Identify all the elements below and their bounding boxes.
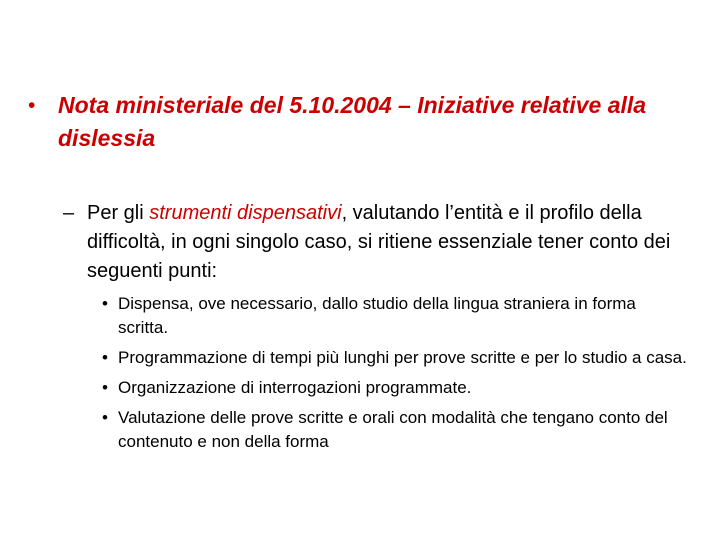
heading-bullet-item — [28, 89, 688, 155]
sub-item — [63, 199, 683, 286]
points-list — [98, 292, 688, 460]
list-item — [98, 292, 688, 340]
sub-item-text — [87, 199, 683, 286]
bullet-icon: • — [28, 94, 36, 117]
sub-item-emphasis: strumenti dispensativi — [149, 202, 342, 224]
bullet-icon: • — [102, 348, 108, 367]
list-item — [98, 406, 688, 454]
list-item-text: Programmazione di tempi più lunghi per prove scritte e per lo studio a casa. — [118, 348, 687, 367]
bullet-icon: • — [102, 408, 108, 427]
dash-icon: – — [63, 202, 75, 224]
bullet-icon: • — [102, 294, 108, 313]
list-item-text: Valutazione delle prove scritte e orali con modalità che tengano conto del contenuto e non della forma — [118, 408, 668, 451]
heading-text: Nota ministeriale del 5.10.2004 – Iniziative relative alla dislessia — [58, 92, 647, 151]
sub-item-suffix: , valutando l’entità e il profilo della difficoltà, in ogni singolo caso, si ritiene essenziale tener conto dei seguenti punti: — [87, 202, 671, 282]
sub-item-prefix: Per gli — [87, 202, 150, 224]
list-item — [98, 346, 688, 370]
list-item — [98, 376, 688, 400]
list-item-text: Organizzazione di interrogazioni programmate. — [118, 378, 472, 397]
bullet-icon: • — [102, 378, 108, 397]
list-item-text: Dispensa, ove necessario, dallo studio della lingua straniera in forma scritta. — [118, 294, 636, 337]
